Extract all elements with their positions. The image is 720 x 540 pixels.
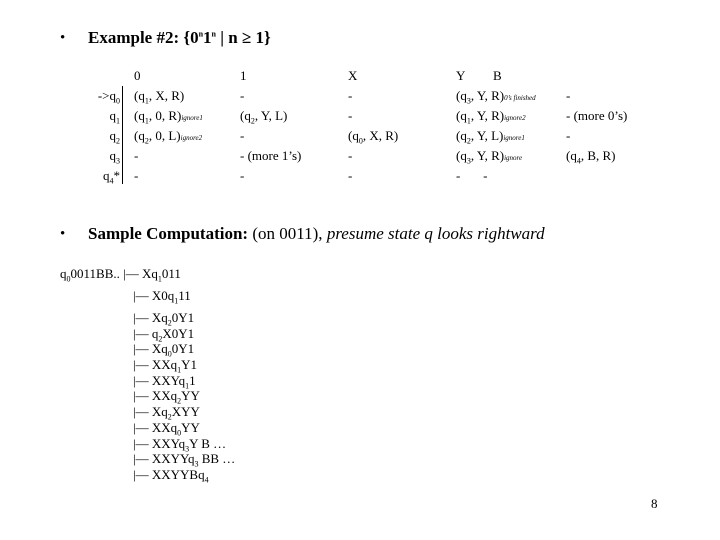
state-row: $q_4*$ bbox=[103, 168, 120, 186]
sample-bold: Sample Computation: bbox=[88, 224, 249, 243]
header-b: B bbox=[493, 68, 502, 83]
cell: ($q_1$, X, R) bbox=[134, 88, 185, 106]
computation-line: |— $Xq_20Y1$ bbox=[133, 310, 195, 328]
computation-line: |— XXYq$_3$Y B … bbox=[133, 435, 227, 454]
cell: - bbox=[566, 128, 571, 143]
cell: ($q_2$, Y, L)ignore1 bbox=[456, 128, 525, 146]
header-x: X bbox=[348, 68, 358, 83]
computation-line: |— $Xq_2XYY$ bbox=[133, 404, 200, 422]
cell: - bbox=[240, 128, 245, 143]
cell: ($q_2$, Y, L) bbox=[240, 108, 288, 126]
cell: - bbox=[134, 168, 139, 183]
cell: - bbox=[348, 148, 353, 163]
cell: - (more 1’s) bbox=[240, 148, 302, 163]
cell bbox=[566, 166, 627, 186]
cell: - bbox=[348, 168, 353, 183]
sample-normal: (on 0011), bbox=[248, 224, 327, 243]
cell: ($q_0$, X, R) bbox=[348, 128, 399, 146]
state-row: $q_3$ bbox=[109, 148, 120, 166]
cell: - bbox=[348, 88, 353, 103]
computation-line: |— $q_2X0Y1$ bbox=[133, 325, 195, 344]
cell: - bbox=[566, 88, 571, 103]
computation-line: |— $X0q_111$ bbox=[133, 288, 191, 306]
computation-line: |— XXYYq$_3$ BB … bbox=[133, 451, 236, 469]
computation-line: |— $Xq_00Y1$ bbox=[133, 341, 195, 359]
cell: ($q_3$, Y, R)ignore bbox=[456, 148, 523, 166]
page-number: 8 bbox=[651, 496, 658, 511]
table-vertical-rule bbox=[122, 86, 123, 184]
example-title-mid: 1 bbox=[203, 28, 212, 47]
state-row: $->q_0$ bbox=[97, 88, 120, 106]
state-row: $q_1$ bbox=[109, 108, 120, 126]
cell: ($q_1$, 0, R)ignore1 bbox=[134, 108, 203, 126]
bullet-example: • bbox=[60, 30, 66, 46]
cell: - - bbox=[456, 168, 488, 183]
computation-line: |— XXq$_1$Y1 bbox=[133, 357, 198, 375]
header-y: Y bbox=[456, 68, 466, 83]
example-title-suffix: | n ≥ 1} bbox=[216, 28, 271, 47]
column-1 bbox=[240, 86, 301, 186]
cell: ($q_2$, 0, L)ignore2 bbox=[134, 128, 203, 146]
sample-computation-heading bbox=[88, 224, 545, 244]
header-1: 1 bbox=[240, 68, 247, 83]
computation-line: |— XXYYBq$_4$ bbox=[133, 466, 209, 485]
bullet-sample: • bbox=[60, 226, 66, 242]
example-title-prefix: Example #2: {0 bbox=[88, 28, 199, 47]
cell: ($q_3$, Y, R)0’s finished bbox=[456, 88, 536, 106]
cell: ($q_4$, B, R) bbox=[566, 148, 616, 166]
computation-steps bbox=[133, 288, 235, 483]
example-sup-1: n bbox=[198, 29, 204, 39]
computation-line: $q_00011BB$.. |— $Xq_1011$ bbox=[60, 266, 181, 284]
cell: - bbox=[240, 88, 245, 103]
cell: - bbox=[134, 148, 139, 163]
column-y bbox=[456, 86, 536, 186]
state-column bbox=[86, 86, 120, 186]
cell: - (more 0’s) bbox=[566, 108, 628, 123]
sample-italic: presume state q looks rightward bbox=[326, 224, 545, 243]
column-x bbox=[348, 86, 398, 186]
computation-line: |— XXYq$_1$1 bbox=[133, 372, 196, 391]
example-sup-2: n bbox=[211, 29, 216, 39]
cell: ($q_1$, Y, R)ignore2 bbox=[456, 108, 526, 126]
computation-line: |— XXq$_2$YY bbox=[133, 388, 200, 407]
computation-start bbox=[60, 266, 181, 282]
cell: - bbox=[240, 168, 245, 183]
column-0 bbox=[134, 86, 203, 186]
state-row: $q_2$ bbox=[109, 128, 120, 146]
column-b bbox=[566, 86, 627, 186]
example-title bbox=[88, 28, 271, 48]
computation-line: |— XXq$_0$YY bbox=[133, 419, 200, 438]
cell: - bbox=[348, 108, 353, 123]
header-0: 0 bbox=[134, 68, 141, 83]
